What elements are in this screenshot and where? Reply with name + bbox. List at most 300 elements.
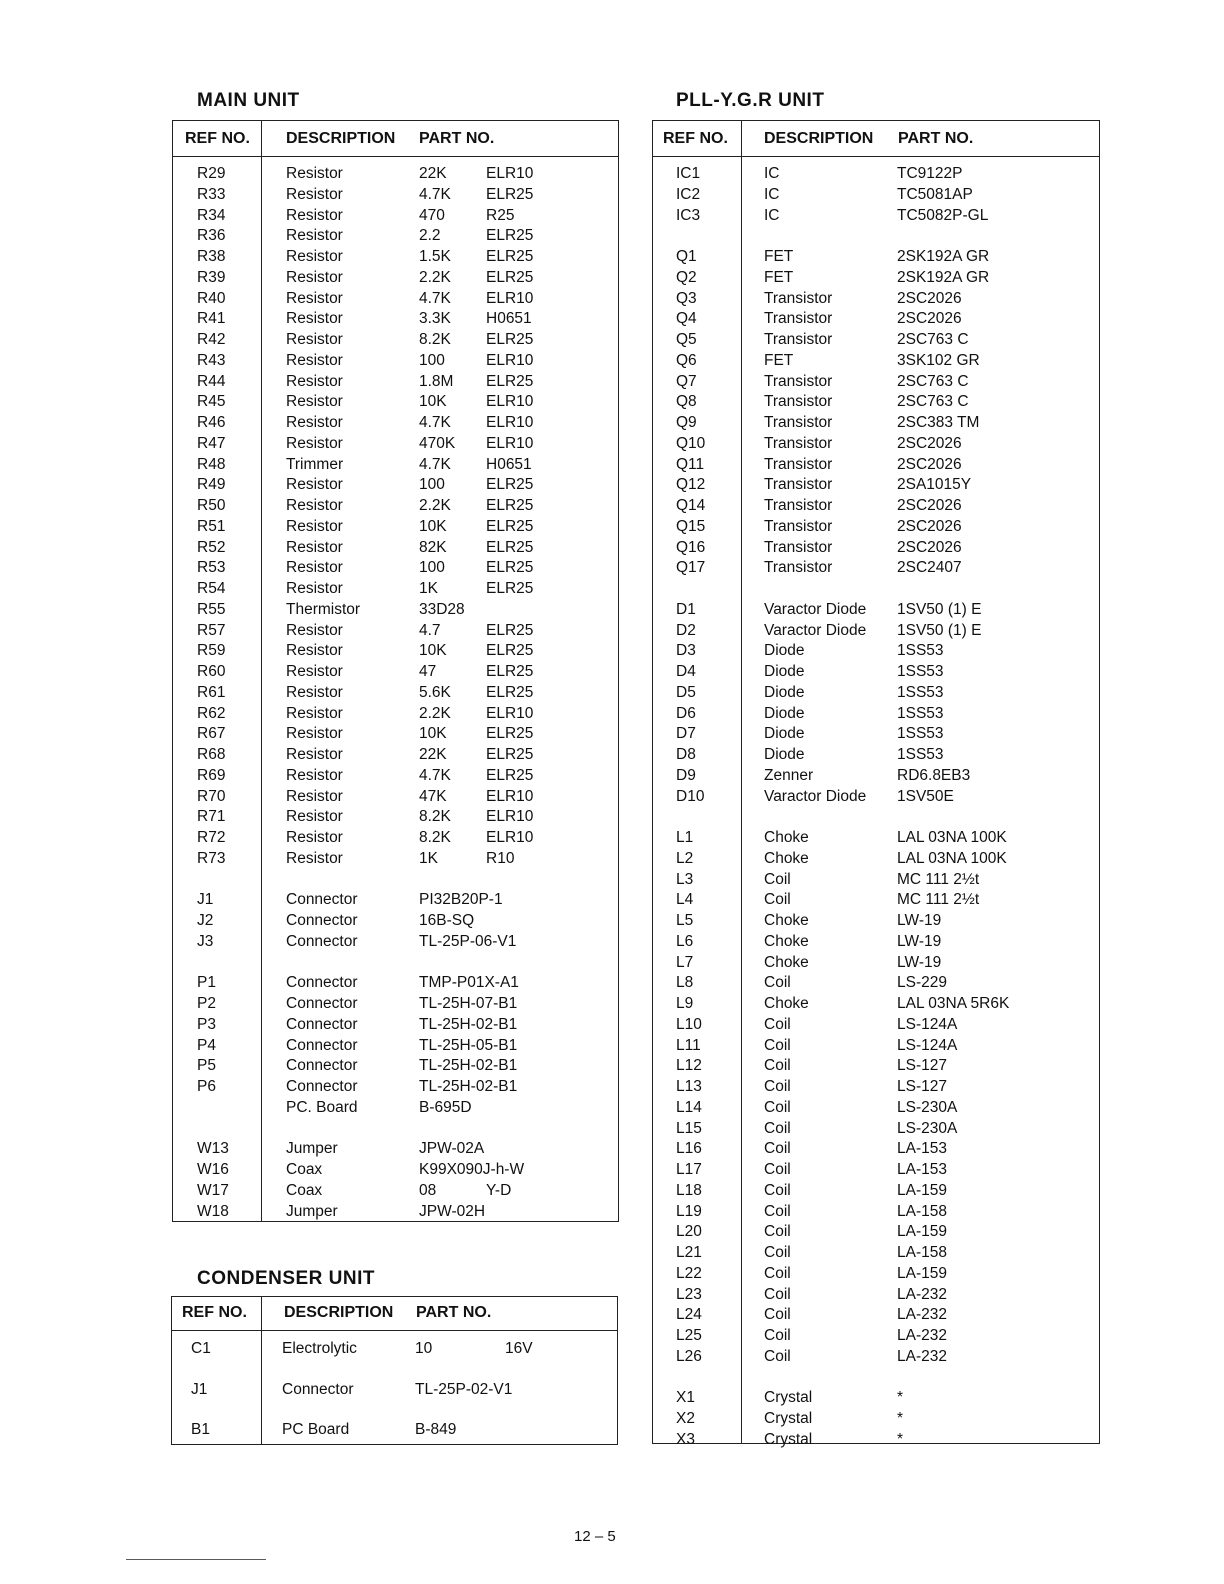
ref-cell: Q7 <box>676 372 697 390</box>
part-cell: LAL 03NA 5R6K <box>897 995 1010 1012</box>
ref-cell: R47 <box>197 434 226 452</box>
ref-cell: L12 <box>676 1057 702 1075</box>
ref-cell: L26 <box>676 1347 702 1365</box>
table-row <box>173 373 618 394</box>
part-cell: LW-19 <box>897 953 942 971</box>
table-row <box>653 1078 1099 1099</box>
main-unit-rows <box>173 165 618 1223</box>
description-cell: Coil <box>764 1181 791 1199</box>
description-cell: Resistor <box>286 746 343 763</box>
part-cell: TC9122P <box>897 165 963 182</box>
value-cell: 10K <box>419 517 447 535</box>
description-cell: Coil <box>764 1078 791 1095</box>
description-cell: Resistor <box>286 829 343 846</box>
condenser-unit-table <box>171 1296 618 1445</box>
description-cell: Transistor <box>764 434 833 452</box>
value-cell: TL-25H-05-B1 <box>419 1036 518 1054</box>
type-cell: H0651 <box>486 310 532 328</box>
description-cell: Diode <box>764 746 805 763</box>
part-cell: LW-19 <box>897 932 942 950</box>
description-cell: Coil <box>764 1285 791 1303</box>
part-cell: LS-127 <box>897 1078 947 1095</box>
ref-cell: D7 <box>676 725 696 743</box>
ref-cell: D2 <box>676 621 696 639</box>
table-row <box>653 1203 1099 1224</box>
ref-cell: L22 <box>676 1264 702 1282</box>
value-cell: 47 <box>419 663 437 680</box>
ref-cell: L6 <box>676 932 694 950</box>
value-cell: 2.2 <box>419 227 441 245</box>
description-cell: Resistor <box>286 621 343 639</box>
description-cell: Coil <box>764 1327 791 1344</box>
table-row <box>653 663 1099 684</box>
description-cell: Diode <box>764 642 805 660</box>
table-row <box>653 269 1099 290</box>
table-row <box>173 808 618 829</box>
value-cell: 3.3K <box>419 310 451 328</box>
description-cell: Transistor <box>764 372 833 390</box>
ref-cell: W18 <box>197 1202 229 1220</box>
type-cell: ELR25 <box>486 372 534 390</box>
ref-cell: X2 <box>676 1410 695 1427</box>
table-row <box>653 1223 1099 1244</box>
table-row <box>653 414 1099 435</box>
ref-cell: D5 <box>676 683 696 701</box>
value-cell: 10 <box>415 1340 433 1357</box>
table-row <box>653 1286 1099 1307</box>
description-cell: Resistor <box>286 248 343 265</box>
ref-cell: R29 <box>197 165 226 182</box>
ref-cell: L11 <box>676 1036 701 1054</box>
description-cell: Resistor <box>286 683 343 701</box>
type-cell: ELR25 <box>486 331 534 348</box>
type-cell: ELR25 <box>486 725 534 743</box>
table-row <box>173 684 618 705</box>
part-cell: LS-124A <box>897 1036 958 1054</box>
table-row <box>653 601 1099 622</box>
table-row <box>653 539 1099 560</box>
ref-cell: L20 <box>676 1223 702 1241</box>
table-row <box>173 165 618 186</box>
part-cell: 2SC763 C <box>897 393 969 411</box>
ref-cell: D3 <box>676 642 696 660</box>
ref-cell: R49 <box>197 476 226 494</box>
ref-cell: R34 <box>197 206 226 224</box>
value-cell: 22K <box>419 165 447 182</box>
table-row <box>173 559 618 580</box>
ref-cell: D9 <box>676 766 696 784</box>
table-row <box>653 746 1099 767</box>
description-cell: Coax <box>286 1161 323 1178</box>
ref-cell: R72 <box>197 829 226 846</box>
ref-cell: L24 <box>676 1306 702 1324</box>
table-row <box>653 1037 1099 1058</box>
description-cell: Transistor <box>764 289 833 307</box>
table-row <box>173 518 618 539</box>
part-cell: 2SC2026 <box>897 289 962 307</box>
type-cell: ELR10 <box>486 808 534 826</box>
main-unit-table <box>172 120 619 1222</box>
type-cell: ELR25 <box>486 683 534 701</box>
ref-cell: X3 <box>676 1430 695 1448</box>
ref-no-header: REF NO. <box>185 130 250 147</box>
description-cell: Coil <box>764 1140 791 1158</box>
description-cell: Electrolytic <box>282 1340 357 1357</box>
table-row <box>173 414 618 435</box>
description-cell: PC Board <box>282 1421 350 1438</box>
ref-cell: L19 <box>676 1202 702 1220</box>
table-row <box>653 829 1099 850</box>
table-row <box>653 1244 1099 1265</box>
part-cell: LA-232 <box>897 1306 947 1324</box>
part-cell: LA-158 <box>897 1244 947 1261</box>
table-row <box>173 1161 618 1182</box>
description-cell: Crystal <box>764 1410 813 1427</box>
description-cell: Resistor <box>286 704 343 722</box>
value-cell: 4.7K <box>419 414 451 431</box>
description-cell: Resistor <box>286 725 343 743</box>
description-cell: Connector <box>286 995 358 1012</box>
value-cell: 33D28 <box>419 600 465 618</box>
description-header: DESCRIPTION <box>286 130 396 147</box>
description-cell: Resistor <box>286 414 343 431</box>
type-cell: ELR25 <box>486 642 534 660</box>
ref-cell: L7 <box>676 953 694 971</box>
description-cell: Resistor <box>286 787 343 805</box>
part-cell: LA-158 <box>897 1202 947 1220</box>
group-spacer <box>653 808 1099 829</box>
ref-cell: R43 <box>197 351 226 369</box>
value-cell: 16B-SQ <box>419 912 475 929</box>
ref-cell: R61 <box>197 683 226 701</box>
type-cell: ELR10 <box>486 704 534 722</box>
part-cell: LA-159 <box>897 1264 947 1282</box>
part-cell: LA-159 <box>897 1223 947 1241</box>
part-cell: 1SV50E <box>897 787 954 805</box>
ref-cell: D8 <box>676 746 696 763</box>
description-cell: IC <box>764 165 780 182</box>
ref-cell: L13 <box>676 1078 702 1095</box>
ref-cell: R41 <box>197 310 226 328</box>
type-cell: ELR25 <box>486 517 534 535</box>
description-cell: Coil <box>764 1264 791 1282</box>
description-cell: Connector <box>286 1078 358 1095</box>
table-row <box>653 497 1099 518</box>
description-cell: Resistor <box>286 476 343 494</box>
value-cell: K99X090J-h-W <box>419 1161 525 1178</box>
ref-cell: R57 <box>197 621 226 639</box>
ref-cell: R53 <box>197 559 226 577</box>
description-header: DESCRIPTION <box>284 1304 394 1321</box>
ref-cell: D1 <box>676 600 696 618</box>
type-cell: ELR25 <box>486 476 534 494</box>
table-row <box>653 1306 1099 1327</box>
table-row <box>653 476 1099 497</box>
part-cell: LS-127 <box>897 1057 947 1075</box>
ref-cell: R54 <box>197 580 226 597</box>
value-cell: 1K <box>419 849 438 867</box>
part-cell: 1SV50 (1) E <box>897 621 982 639</box>
part-cell: 1SS53 <box>897 746 944 763</box>
part-cell: 2SC2026 <box>897 517 962 535</box>
description-cell: Varactor Diode <box>764 621 867 639</box>
ref-no-header: REF NO. <box>663 130 728 147</box>
description-cell: Coil <box>764 1098 791 1116</box>
type-cell: ELR25 <box>486 580 534 597</box>
table-row <box>653 1348 1099 1369</box>
group-spacer <box>653 1369 1099 1390</box>
description-cell: Diode <box>764 683 805 701</box>
table-row <box>653 933 1099 954</box>
description-cell: Resistor <box>286 227 343 245</box>
ref-cell: L2 <box>676 849 694 867</box>
table-row <box>653 186 1099 207</box>
ref-cell: B1 <box>191 1421 210 1438</box>
ref-cell: R40 <box>197 289 226 307</box>
ref-cell: R69 <box>197 766 226 784</box>
table-row <box>653 310 1099 331</box>
table-row <box>173 248 618 269</box>
value-cell: JPW-02A <box>419 1140 485 1158</box>
table-row <box>173 1099 618 1120</box>
ref-cell: R59 <box>197 642 226 660</box>
description-cell: Crystal <box>764 1389 813 1407</box>
value-cell: TL-25P-06-V1 <box>419 932 517 950</box>
description-cell: Resistor <box>286 206 343 224</box>
table-row <box>653 788 1099 809</box>
part-cell: 1SS53 <box>897 725 944 743</box>
part-cell: LS-124A <box>897 1015 958 1033</box>
description-cell: Resistor <box>286 289 343 307</box>
description-cell: Thermistor <box>286 600 361 618</box>
ref-cell: IC3 <box>676 206 701 224</box>
description-cell: Choke <box>764 829 809 846</box>
ref-cell: Q11 <box>676 455 705 473</box>
page-number: 12 – 5 <box>574 1528 616 1545</box>
ref-cell: Q1 <box>676 248 697 265</box>
description-cell: Choke <box>764 953 809 971</box>
description-cell: Choke <box>764 995 809 1012</box>
part-cell: TC5082P-GL <box>897 206 989 224</box>
table-row <box>173 642 618 663</box>
description-cell: PC. Board <box>286 1098 358 1116</box>
value-cell: 2.2K <box>419 497 451 514</box>
table-row <box>653 207 1099 228</box>
part-cell: 2SC2407 <box>897 559 962 577</box>
type-cell: ELR25 <box>486 227 534 245</box>
table-row <box>172 1421 617 1462</box>
value-cell: TMP-P01X-A1 <box>419 974 519 992</box>
type-cell: R10 <box>486 849 515 867</box>
part-cell: LS-230A <box>897 1098 958 1116</box>
table-row <box>173 622 618 643</box>
table-row <box>173 705 618 726</box>
value-cell: 2.2K <box>419 704 451 722</box>
type-cell: ELR10 <box>486 393 534 411</box>
table-row <box>653 705 1099 726</box>
value-cell: 100 <box>419 476 445 494</box>
type-cell: Y-D <box>486 1181 512 1199</box>
description-cell: Connector <box>286 1015 358 1033</box>
description-cell: Connector <box>286 912 358 929</box>
description-cell: Transistor <box>764 538 833 556</box>
value-cell: TL-25H-02-B1 <box>419 1015 518 1033</box>
description-cell: Transistor <box>764 476 833 494</box>
type-cell: ELR25 <box>486 185 534 203</box>
ref-cell: R39 <box>197 268 226 286</box>
ref-cell: R70 <box>197 787 226 805</box>
description-cell: Resistor <box>286 580 343 597</box>
description-cell: Zenner <box>764 766 814 784</box>
description-cell: Crystal <box>764 1430 813 1448</box>
footer-rule <box>126 1559 266 1560</box>
table-row <box>173 269 618 290</box>
table-row <box>173 456 618 477</box>
ref-cell: R45 <box>197 393 226 411</box>
description-cell: Coil <box>764 1223 791 1241</box>
table-row <box>653 518 1099 539</box>
value-cell: 2.2K <box>419 268 451 286</box>
description-cell: Resistor <box>286 434 343 452</box>
table-row <box>173 601 618 622</box>
ref-cell: R48 <box>197 455 226 473</box>
description-cell: Jumper <box>286 1140 338 1158</box>
description-cell: Coil <box>764 1119 791 1137</box>
ref-cell: L14 <box>676 1098 702 1116</box>
table-row <box>653 622 1099 643</box>
part-cell: 2SC763 C <box>897 372 969 390</box>
ref-cell: IC1 <box>676 165 701 182</box>
value-cell: 82K <box>419 538 447 556</box>
ref-cell: Q17 <box>676 559 706 577</box>
value-cell: TL-25P-02-V1 <box>415 1380 513 1398</box>
table-row <box>173 767 618 788</box>
description-cell: Connector <box>286 1057 358 1075</box>
value-cell: 4.7K <box>419 185 451 203</box>
description-cell: Resistor <box>286 642 343 660</box>
part-cell: * <box>897 1389 904 1407</box>
table-row <box>173 1016 618 1037</box>
description-cell: Coil <box>764 1036 791 1054</box>
description-cell: Diode <box>764 725 805 743</box>
ref-cell: Q10 <box>676 434 706 452</box>
description-cell: Coil <box>764 1244 791 1261</box>
description-cell: Transistor <box>764 331 833 348</box>
ref-cell: L23 <box>676 1285 702 1303</box>
type-cell: 16V <box>505 1340 533 1357</box>
ref-cell: J1 <box>191 1380 208 1398</box>
table-row <box>173 725 618 746</box>
ref-cell: D10 <box>676 787 705 805</box>
description-cell: Resistor <box>286 165 343 182</box>
description-cell: Transistor <box>764 414 833 431</box>
description-cell: Resistor <box>286 517 343 535</box>
table-row <box>653 954 1099 975</box>
ref-cell: L1 <box>676 829 694 846</box>
value-cell: B-695D <box>419 1098 472 1116</box>
part-cell: 1SS53 <box>897 683 944 701</box>
ref-no-header: REF NO. <box>182 1304 247 1321</box>
part-cell: 3SK102 GR <box>897 351 980 369</box>
ref-cell: R51 <box>197 517 226 535</box>
ref-cell: R33 <box>197 185 226 203</box>
table-row <box>653 1265 1099 1286</box>
ref-cell: L18 <box>676 1181 702 1199</box>
type-cell: H0651 <box>486 455 532 473</box>
ref-cell: R44 <box>197 372 226 390</box>
description-cell: Varactor Diode <box>764 600 867 618</box>
description-cell: Coil <box>764 1202 791 1220</box>
description-cell: Resistor <box>286 268 343 286</box>
description-header: DESCRIPTION <box>764 130 874 147</box>
part-cell: LA-232 <box>897 1347 947 1365</box>
table-row <box>653 767 1099 788</box>
table-row <box>653 1099 1099 1120</box>
table-row <box>653 1120 1099 1141</box>
table-row <box>173 746 618 767</box>
table-row <box>173 1057 618 1078</box>
pll-unit-rows <box>653 165 1099 1452</box>
description-cell: Connector <box>282 1380 354 1398</box>
description-cell: IC <box>764 185 780 203</box>
part-cell: LAL 03NA 100K <box>897 849 1007 867</box>
part-cell: LAL 03NA 100K <box>897 829 1007 846</box>
type-cell: ELR25 <box>486 248 534 265</box>
part-cell: * <box>897 1430 904 1448</box>
description-cell: FET <box>764 351 794 369</box>
table-row <box>173 186 618 207</box>
ref-cell: L4 <box>676 891 694 909</box>
group-spacer <box>173 1120 618 1141</box>
value-cell: 8.2K <box>419 331 451 348</box>
ref-cell: P4 <box>197 1036 216 1054</box>
value-cell: TL-25H-07-B1 <box>419 995 518 1012</box>
value-cell: 8.2K <box>419 808 451 826</box>
ref-cell: L17 <box>676 1161 702 1178</box>
ref-cell: W13 <box>197 1140 229 1158</box>
table-row <box>173 1037 618 1058</box>
description-cell: Diode <box>764 663 805 680</box>
type-cell: ELR25 <box>486 663 534 680</box>
type-cell: ELR10 <box>486 165 534 182</box>
description-cell: Coax <box>286 1181 323 1199</box>
ref-cell: R71 <box>197 808 226 826</box>
ref-cell: D4 <box>676 663 696 680</box>
table-row <box>653 684 1099 705</box>
value-cell: 1.8M <box>419 372 454 390</box>
ref-cell: L15 <box>676 1119 702 1137</box>
description-cell: Connector <box>286 932 358 950</box>
value-cell: 470K <box>419 434 456 452</box>
ref-cell: Q9 <box>676 414 697 431</box>
description-cell: Choke <box>764 912 809 929</box>
part-cell: 2SK192A GR <box>897 268 990 286</box>
ref-cell: W16 <box>197 1161 229 1178</box>
part-cell: LS-230A <box>897 1119 958 1137</box>
ref-cell: R36 <box>197 227 226 245</box>
type-cell: ELR25 <box>486 538 534 556</box>
value-cell: 22K <box>419 746 447 763</box>
value-cell: 10K <box>419 642 447 660</box>
table-row <box>173 850 618 871</box>
value-cell: 100 <box>419 559 445 577</box>
part-cell: 2SA1015Y <box>897 476 972 494</box>
ref-cell: R42 <box>197 331 226 348</box>
table-row <box>653 1389 1099 1410</box>
description-cell: Trimmer <box>286 455 344 473</box>
description-cell: Resistor <box>286 538 343 556</box>
description-cell: Resistor <box>286 849 343 867</box>
